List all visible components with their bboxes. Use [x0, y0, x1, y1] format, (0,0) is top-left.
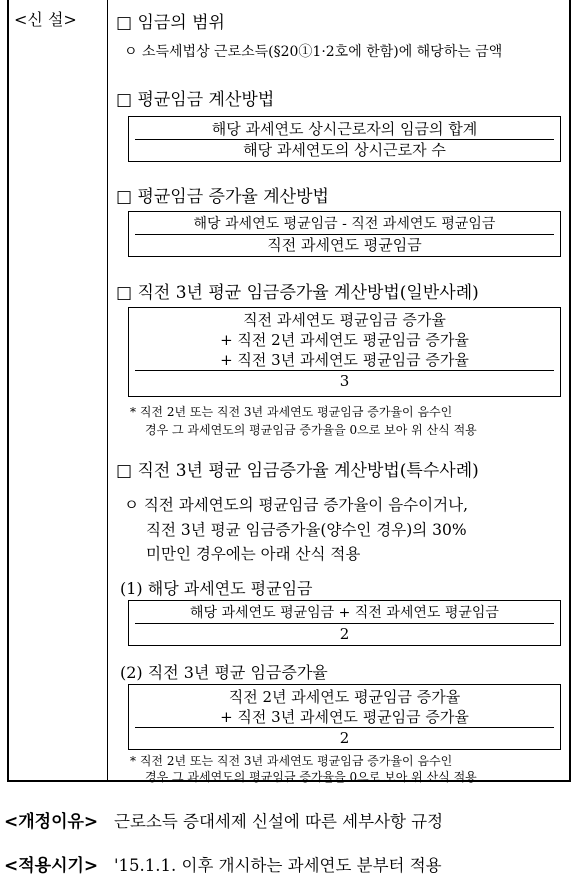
section-wage-scope-heading: □ 임금의 범위: [116, 13, 225, 33]
avg-wage-formula-box: [128, 116, 561, 162]
section-3yr-general-heading: □ 직전 3년 평균 임금증가율 계산방법(일반사례): [116, 283, 479, 303]
special-sub1-denominator: 2: [339, 625, 350, 643]
growth-rate-numerator: 해당 과세연도 평균임금 - 직전 과세연도 평균임금: [193, 216, 496, 232]
wage-scope-bullet: ㅇ 소득세법상 근로소득(§20①1·2호에 한함)에 해당하는 금액: [124, 44, 503, 60]
3yr-general-note-line2: 경우 그 과세연도의 평균임금 증가율을 0으로 보아 위 산식 적용: [145, 423, 477, 437]
3yr-general-numerator-line1: 직전 과세연도 평균임금 증가율: [243, 311, 446, 329]
section-3yr-special-heading: □ 직전 3년 평균 임금증가율 계산방법(특수사례): [116, 461, 479, 481]
growth-rate-formula-box: [128, 211, 561, 257]
special-sub2-numerator-line2: + 직전 3년 과세연도 평균임금 증가율: [220, 708, 469, 726]
avg-wage-numerator: 해당 과세연도 상시근로자의 임금의 합계: [211, 120, 478, 138]
3yr-general-numerator-line3: + 직전 3년 과세연도 평균임금 증가율: [220, 351, 469, 369]
3yr-special-bullet-line3: 미만인 경우에는 아래 산식 적용: [146, 545, 361, 563]
effective-text: '15.1.1. 이후 개시하는 과세연도 분부터 적용: [114, 856, 442, 875]
special-sub1-title: (1) 해당 과세연도 평균임금: [120, 579, 313, 598]
special-sub2-numerator-line1: 직전 2년 과세연도 평균임금 증가율: [228, 688, 461, 706]
growth-rate-denominator: 직전 과세연도 평균임금: [267, 236, 422, 254]
special-sub2-title: (2) 직전 3년 평균 임금증가율: [120, 663, 328, 682]
3yr-general-note-line1: * 직전 2년 또는 직전 3년 과세연도 평균임금 증가율이 음수인: [130, 405, 453, 419]
section-avg-wage-heading: □ 평균임금 계산방법: [116, 90, 275, 110]
special-sub2-denominator: 2: [339, 729, 350, 747]
reason-text: 근로소득 증대세제 신설에 따른 세부사항 규정: [114, 812, 444, 831]
3yr-general-numerator-line2: + 직전 2년 과세연도 평균임금 증가율: [220, 331, 469, 349]
special-sub1-formula-box: [128, 600, 561, 646]
3yr-general-denominator: 3: [339, 372, 350, 390]
column-divider: [107, 0, 108, 780]
section-growth-rate-heading: □ 평균임금 증가율 계산방법: [116, 187, 329, 207]
special-sub2-note-line1: * 직전 2년 또는 직전 3년 과세연도 평균임금 증가율이 음수인: [130, 754, 453, 768]
special-sub1-numerator: 해당 과세연도 평균임금 + 직전 과세연도 평균임금: [190, 605, 499, 621]
avg-wage-denominator: 해당 과세연도의 상시근로자 수: [243, 141, 446, 159]
reason-label: <개정이유>: [4, 812, 99, 832]
3yr-general-formula-box: [128, 307, 561, 397]
side-label: <신 설>: [14, 10, 77, 29]
3yr-special-bullet-line1: ㅇ 직전 과세연도의 평균임금 증가율이 음수이거나,: [124, 496, 468, 514]
3yr-special-bullet-line2: 직전 3년 평균 임금증가율(양수인 경우)의 30%: [146, 521, 467, 539]
special-sub2-note-line2: 경우 그 과세연도의 평균임금 증가율을 0으로 보아 위 산식 적용: [145, 770, 477, 784]
effective-label: <적용시기>: [4, 856, 99, 876]
special-sub2-formula-box: [128, 684, 561, 750]
